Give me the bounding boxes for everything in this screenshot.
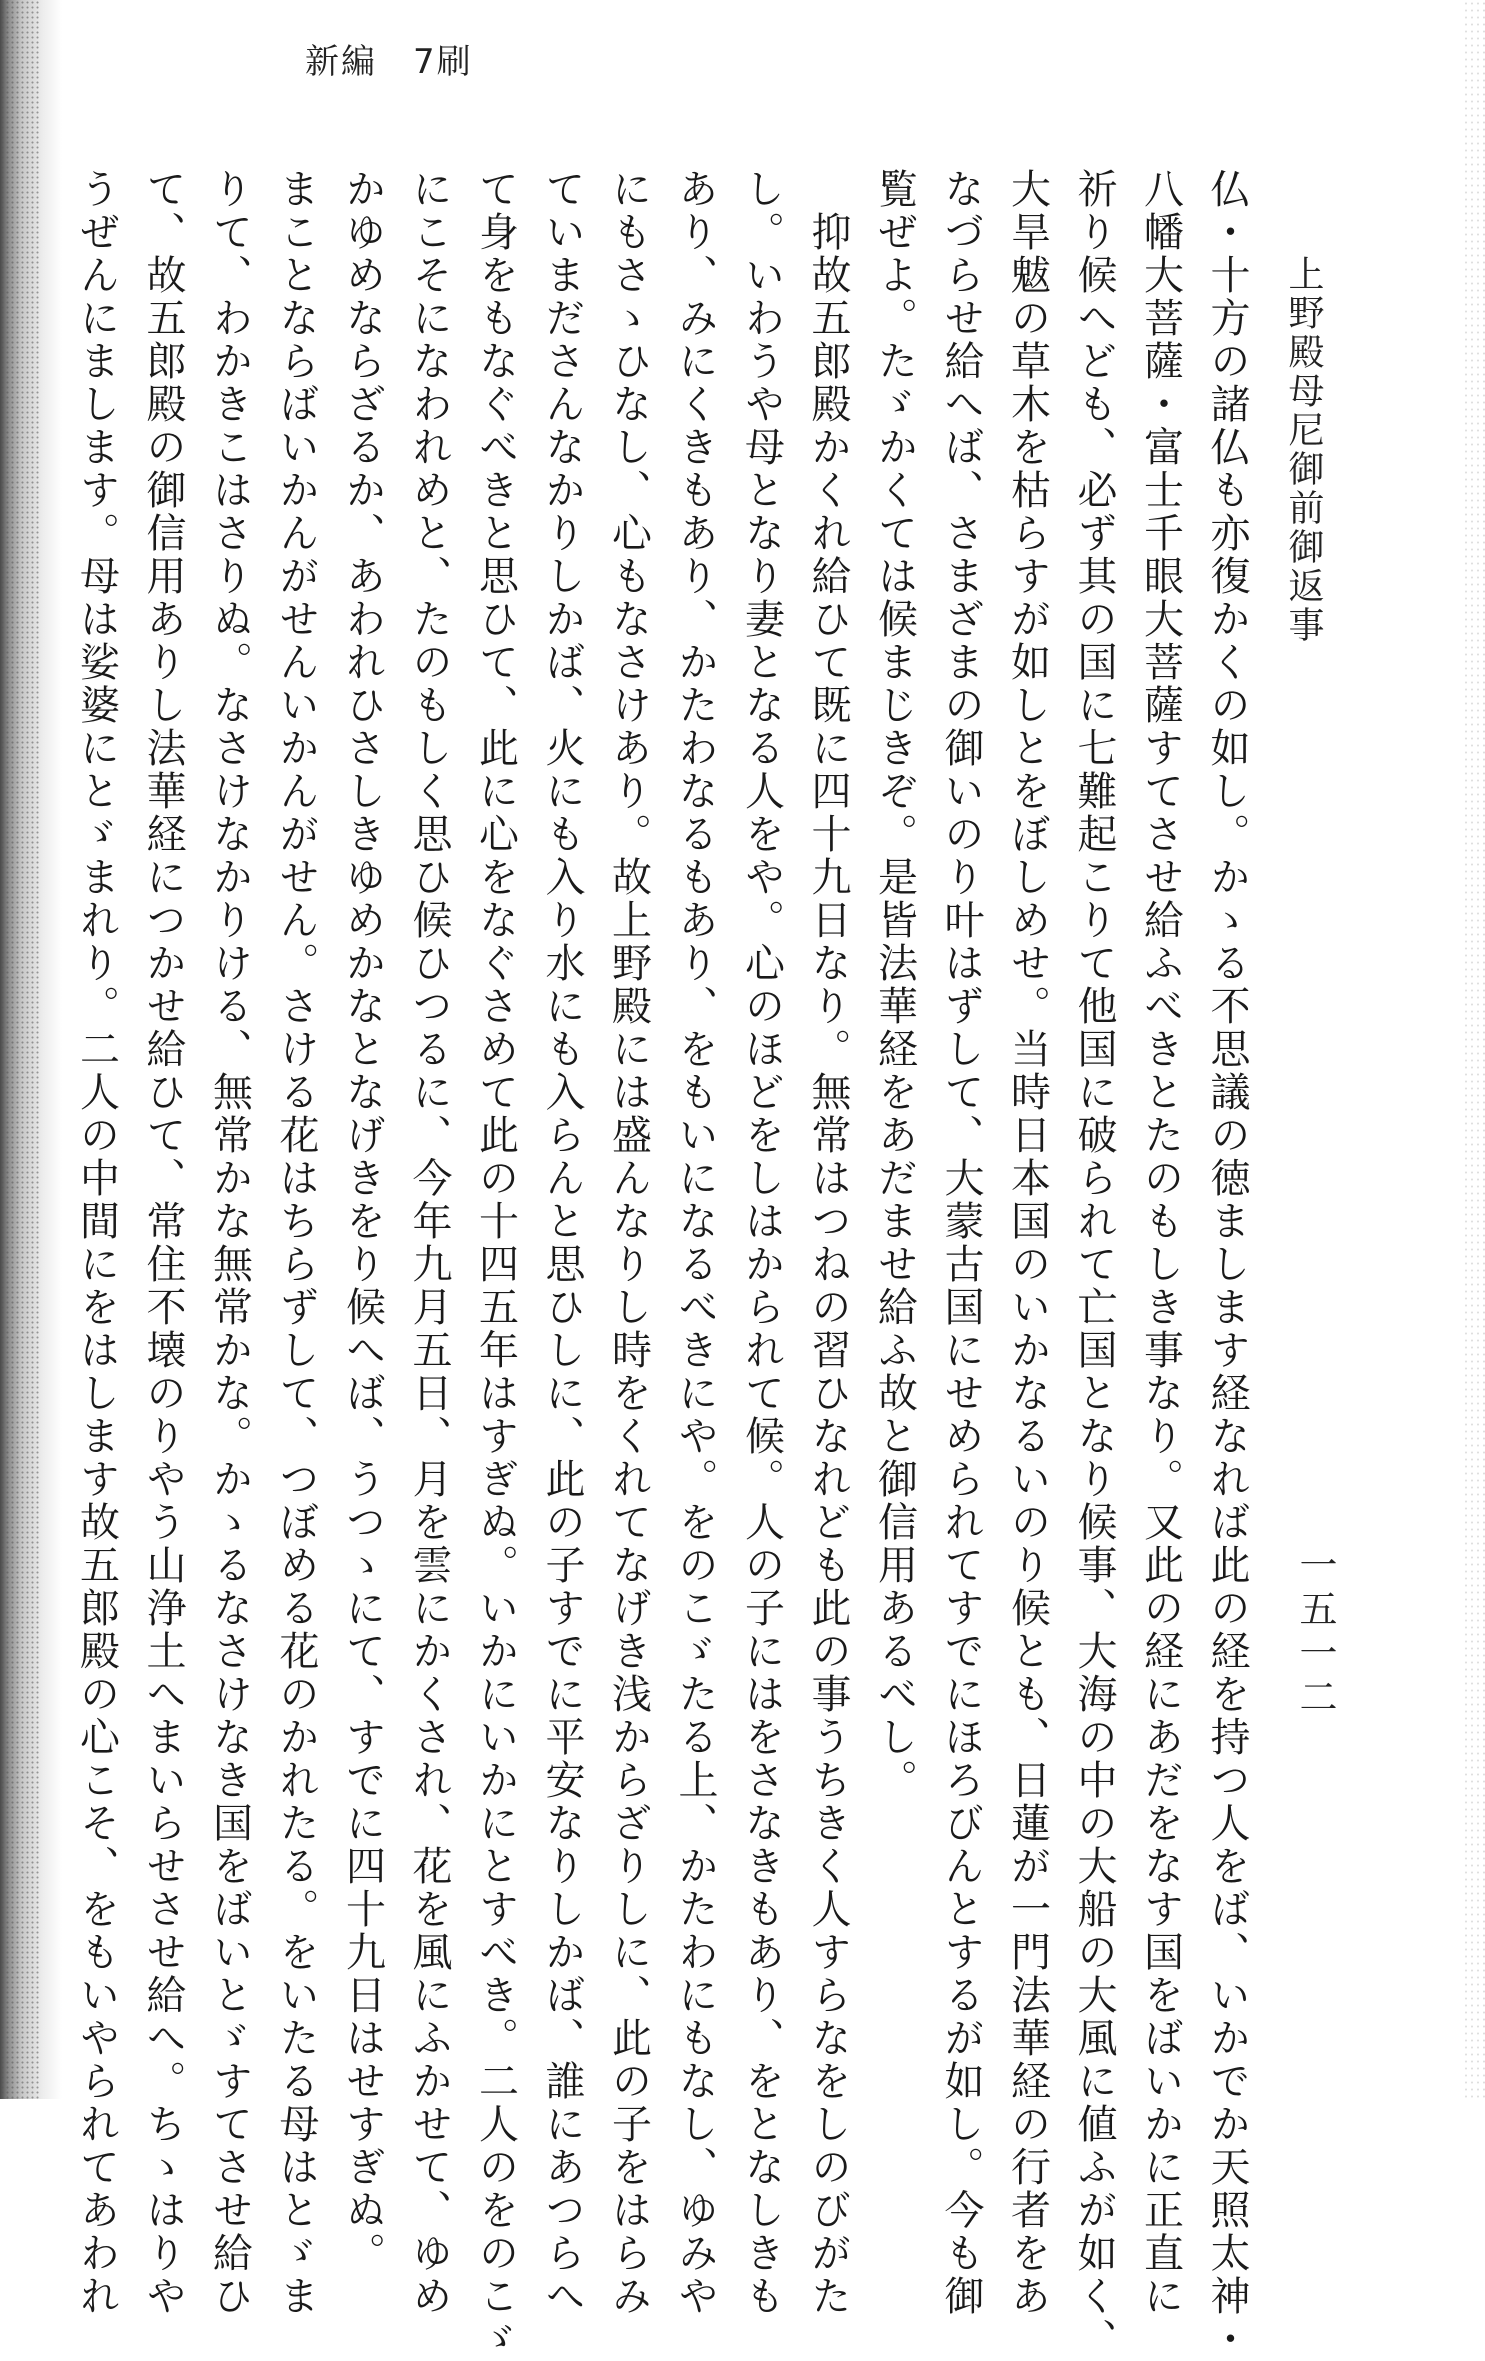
gutter-scan-texture xyxy=(0,0,40,2099)
edge-scan-texture xyxy=(1463,0,1485,2099)
text-column: 覧ぜよ。たゞかくては候まじきぞ。是皆法華経をあだませ給ふ故と御信用あるべし。 xyxy=(871,168,918,1802)
text-column: し。いわうや母となり妻となる人をや。心のほどをしはかられて候。人の子にはをさなきもあり、をとなしきも xyxy=(738,168,785,2318)
print-edition-mark: 新編 7刷 xyxy=(305,42,473,82)
text-column: りて、わかきこはさりぬ。なさけなかりける、無常かな無常かな。かゝるなさけなき国をばいとゞすてさせ給ひ xyxy=(206,168,253,2318)
text-column: 大旱魃の草木を枯らすが如しとをぼしめせ。当時日本国のいかなるいのり候とも、日蓮が一門法華経の行者をあ xyxy=(1004,168,1051,2318)
text-column: ていまださんなかりしかば、火にも入り水にも入らんと思ひしに、此の子すでに平安なりしかば、誰にあつらへ xyxy=(539,168,585,2318)
text-column: にこそになわれめと、たのもしく思ひ候ひつるに、今年九月五日、月を雲にかくされ、花を風にふかせて、ゆめ xyxy=(406,168,452,2318)
text-column: 仏・十方の諸仏も亦復かくの如し。かゝる不思議の徳まします経なれば此の経を持つ人をば、いかでか天照太神・ xyxy=(1204,168,1250,2361)
text-column: 抑故五郎殿かくれ給ひて既に四十九日なり。無常はつねの習ひなれども此の事うちきく人すらなをしのびがた xyxy=(805,168,851,2318)
page-number: 一五一二 xyxy=(1293,1545,1337,1721)
body-text xyxy=(73,168,1260,2361)
text-column: て、故五郎殿の御信用ありし法華経につかせ給ひて、常住不壊のりやう山浄土へまいらせさせ給へ。ちゝはりや xyxy=(140,168,186,2318)
text-column: 祈り候へども、必ず其の国に七難起こりて他国に破られて亡国となり候事、大海の中の大船の大風に値ふが如く、 xyxy=(1071,168,1117,2361)
text-column: なづらせ給へば、さまざまの御いのり叶はずして、大蒙古国にせめられてすでにほろびんとするが如し。今も御 xyxy=(938,168,984,2318)
text-column: て身をもなぐべきと思ひて、此に心をなぐさめて此の十四五年はすぎぬ。いかにいかにとすべき。二人のをのこゞ xyxy=(472,168,519,2361)
text-column: うぜんにまします。母は娑婆にとゞまれり。二人の中間にをはします故五郎殿の心こそ、をもいやられてあわれ xyxy=(73,168,120,2318)
running-head-title: 上野殿母尼御前御返事 xyxy=(1283,255,1324,645)
text-column: まことならばいかんがせんいかんがせん。さける花はちらずして、つぼめる花のかれたる。をいたる母はとゞま xyxy=(273,168,319,2318)
text-column: かゆめならざるか、あわれひさしきゆめかなとなげきをり候へば、うつゝにて、すでに四十九日はせすぎぬ。 xyxy=(339,168,386,2275)
text-column: 八幡大菩薩・富士千眼大菩薩すてさせ給ふべきとたのもしき事なり。又此の経にあだをなす国をばいかに正直に xyxy=(1137,168,1184,2318)
text-column: にもさゝひなし、心もなさけあり。故上野殿には盛んなりし時をくれてなげき浅からざりしに、此の子をはらみ xyxy=(605,168,652,2318)
text-column: あり、みにくきもあり、かたわなるもあり、をもいになるべきにや。をのこゞたる上、かたわにもなし、ゆみや xyxy=(672,168,718,2318)
